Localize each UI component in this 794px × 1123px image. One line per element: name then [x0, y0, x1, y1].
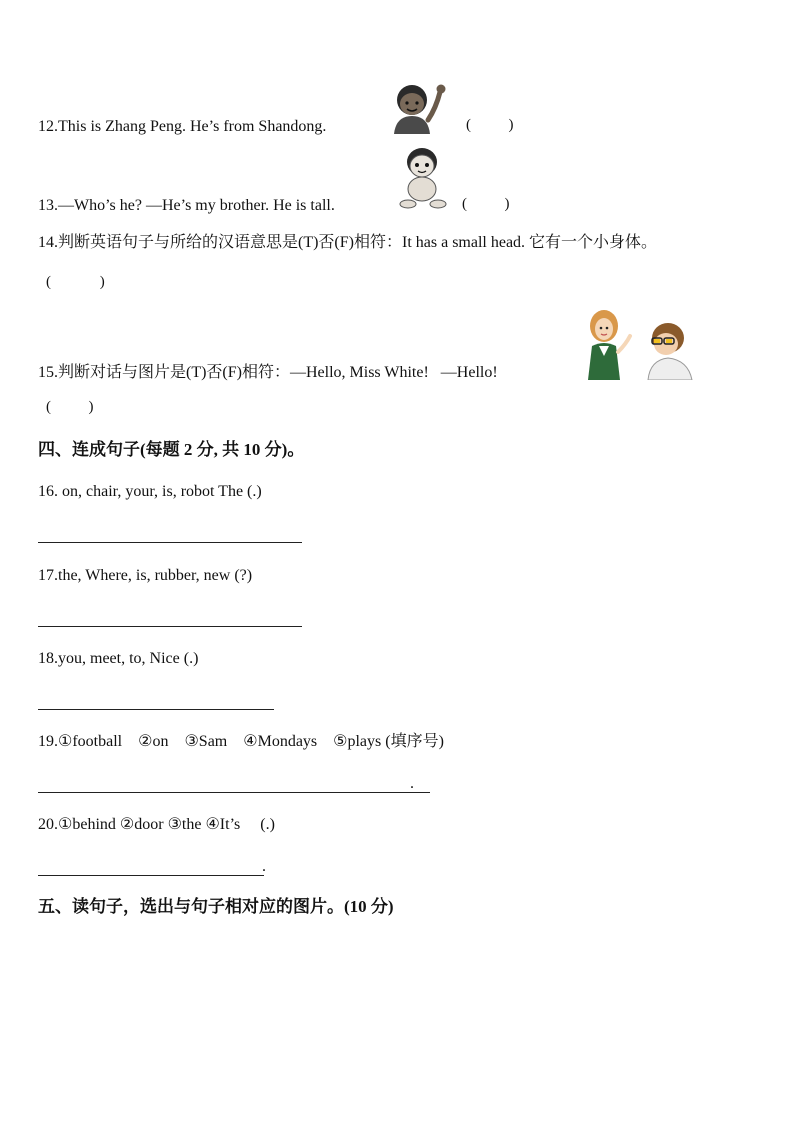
q18-answer-line[interactable] [38, 709, 274, 710]
section5-heading: 五、读句子，选出与句子相对应的图片。(10 分) [38, 897, 394, 916]
q18-text: 18.you, meet, to, Nice (.) [38, 650, 199, 667]
q20-end-mark: . [262, 858, 266, 875]
q20-text: 20.①behind ②door ③the ④It’s (.) [38, 816, 275, 833]
q19-end-mark: . [410, 775, 414, 792]
q13-answer-paren[interactable]: ( ) [462, 196, 510, 212]
q14-answer-paren[interactable]: ( ) [46, 274, 105, 290]
q17-answer-line[interactable] [38, 626, 302, 627]
teacher-and-boy-icon [584, 308, 696, 380]
q17-text: 17.the, Where, is, rubber, new (?) [38, 567, 253, 584]
q12-answer-paren[interactable]: ( ) [466, 117, 514, 133]
q19-text: 19.①football ②on ③Sam ④Mondays ⑤plays (填序号) [38, 733, 444, 750]
q13-text: 13.—Who’s he? —He’s my brother. He is tall. [38, 197, 335, 214]
q20-answer-line[interactable] [38, 875, 264, 876]
q15-answer-paren[interactable]: ( ) [46, 399, 94, 415]
boy-waving-icon [388, 78, 452, 134]
baby-sitting-icon [398, 144, 450, 210]
q16-text: 16. on, chair, your, is, robot The (.) [38, 483, 262, 500]
section4-heading: 四、连成句子(每题 2 分, 共 10 分)。 [38, 440, 305, 459]
q12-text: 12.This is Zhang Peng. He’s from Shandong. [38, 118, 327, 135]
q19-answer-line[interactable] [38, 792, 430, 793]
q15-text: 15.判断对话与图片是(T)否(F)相符：—Hello, Miss White! —Hello! [38, 364, 498, 381]
q16-answer-line[interactable] [38, 542, 302, 543]
q14-text: 14.判断英语句子与所给的汉语意思是(T)否(F)相符：It has a small head. 它有一个小身体。 [38, 234, 658, 251]
